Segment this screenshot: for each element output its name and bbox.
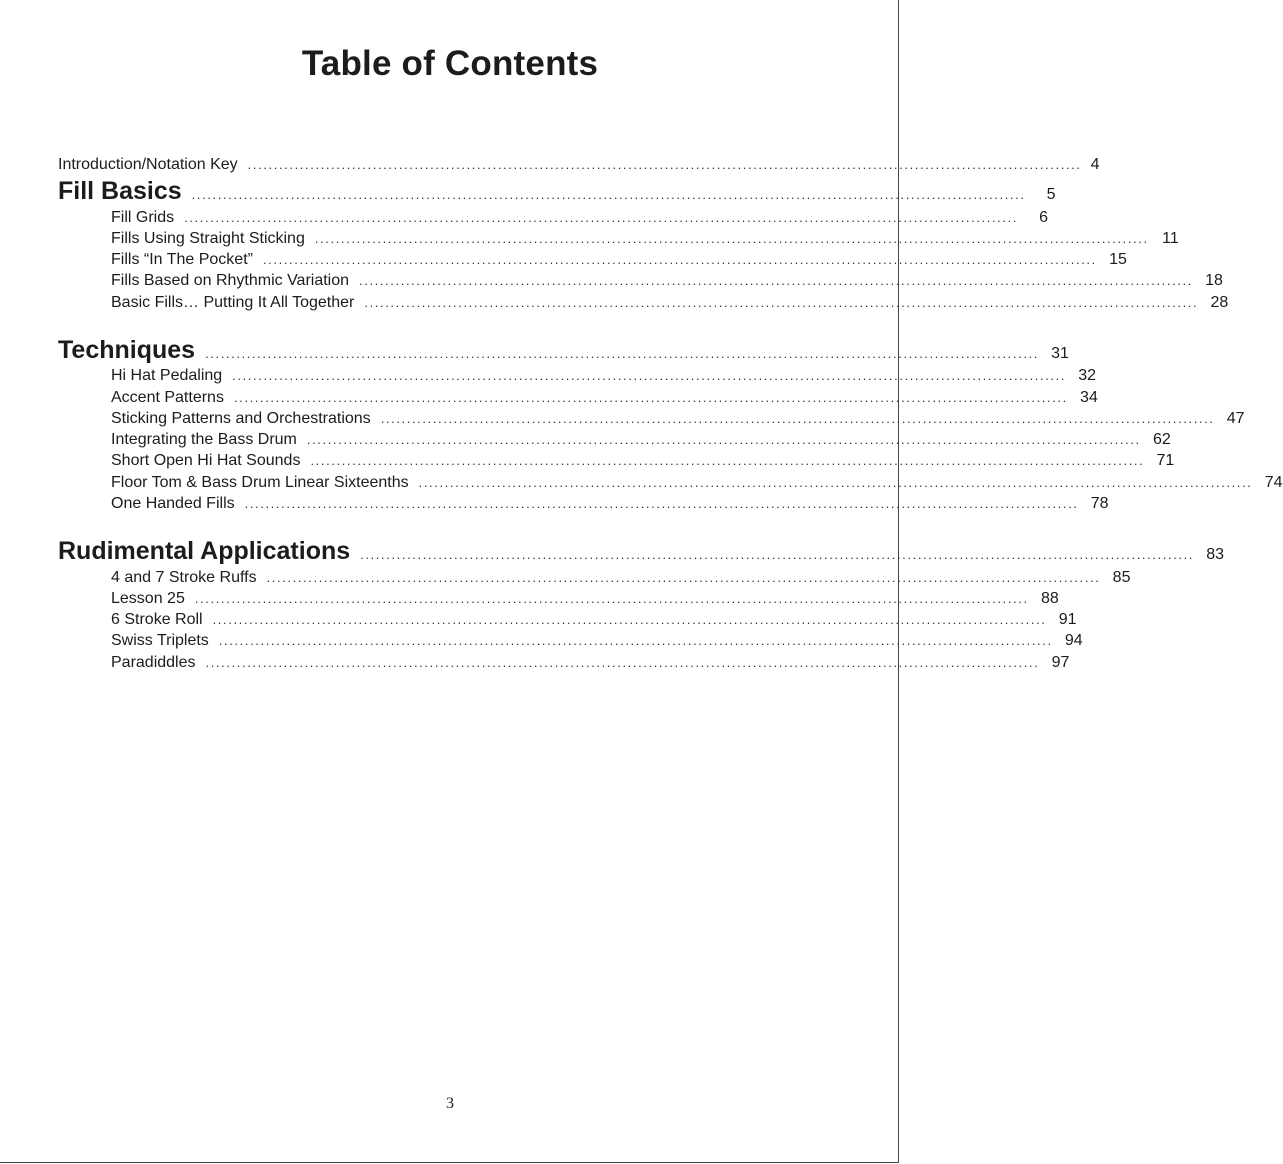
dot-leader: ................................................................................................................................................................ bbox=[233, 390, 1068, 405]
toc-entry[interactable] bbox=[111, 230, 1179, 248]
page-number: 3 bbox=[446, 1095, 454, 1112]
dot-leader: ................................................................................................................................................................ bbox=[212, 612, 1047, 627]
toc-entry-label: Sticking Patterns and Orchestrations bbox=[111, 410, 371, 427]
toc-entry-page: 71 bbox=[1156, 452, 1175, 469]
toc-entry-label: Accent Patterns bbox=[111, 389, 224, 406]
toc-entry-label: Fills Using Straight Sticking bbox=[111, 230, 305, 247]
toc-entry-label: Fills Based on Rhythmic Variation bbox=[111, 272, 350, 289]
dot-leader: ................................................................................................................................................................ bbox=[364, 295, 1199, 310]
toc-entry-page: 18 bbox=[1205, 272, 1223, 289]
toc-section-label: Fill Basics bbox=[58, 177, 182, 205]
dot-leader: ................................................................................................................................................................ bbox=[266, 570, 1101, 585]
toc-entry-page: 85 bbox=[1112, 569, 1131, 586]
toc-entry[interactable] bbox=[111, 294, 1229, 312]
toc-entry-page: 34 bbox=[1080, 389, 1098, 406]
dot-leader: ................................................................................................................................................................ bbox=[184, 210, 1018, 225]
toc-entry-label: 6 Stroke Roll bbox=[111, 611, 203, 628]
toc-entry[interactable] bbox=[111, 410, 1245, 428]
toc-entry-page: 28 bbox=[1210, 294, 1229, 311]
toc-entry-label: One Handed Fills bbox=[111, 495, 235, 512]
toc-entry-label: Floor Tom & Bass Drum Linear Sixteenths bbox=[111, 474, 409, 491]
toc-entry-label: Integrating the Bass Drum bbox=[111, 431, 297, 448]
toc-entry[interactable] bbox=[111, 251, 1127, 269]
toc-entry-label: Introduction/Notation Key bbox=[58, 156, 238, 173]
toc-section-label: Techniques bbox=[58, 336, 196, 364]
dot-leader: ................................................................................................................................................................ bbox=[314, 231, 1149, 246]
toc-entry-label: Lesson 25 bbox=[111, 590, 185, 607]
toc-entry[interactable] bbox=[111, 209, 1048, 227]
toc-entry[interactable] bbox=[111, 431, 1171, 449]
dot-leader: ................................................................................................................................................................ bbox=[360, 547, 1195, 562]
toc-entry[interactable] bbox=[111, 632, 1083, 650]
toc-entry-label: Hi Hat Pedaling bbox=[111, 367, 223, 384]
toc-section-label: Rudimental Applications bbox=[58, 537, 351, 565]
dot-leader: ................................................................................................................................................................ bbox=[244, 496, 1079, 511]
toc-entry[interactable] bbox=[111, 272, 1223, 290]
dot-leader: ................................................................................................................................................................ bbox=[191, 187, 1026, 202]
dot-leader: ................................................................................................................................................................ bbox=[310, 453, 1145, 468]
toc-entry-page: 32 bbox=[1078, 367, 1097, 384]
toc-section-page: 83 bbox=[1206, 546, 1225, 563]
toc-section-rudimental-applications[interactable] bbox=[58, 537, 1225, 566]
toc-entry-intro[interactable] bbox=[58, 156, 1100, 174]
page-title: Table of Contents bbox=[301, 44, 599, 83]
toc-entry-label: Fills “In The Pocket” bbox=[111, 251, 253, 268]
toc-entry-label: Swiss Triplets bbox=[111, 632, 209, 649]
toc-entry-page: 78 bbox=[1090, 495, 1109, 512]
toc-entry[interactable] bbox=[111, 367, 1097, 385]
toc-entry[interactable] bbox=[111, 654, 1070, 672]
toc-entry-label: 4 and 7 Stroke Ruffs bbox=[111, 569, 257, 586]
dot-leader: ................................................................................................................................................................ bbox=[418, 475, 1253, 490]
toc-entry-label: Paradiddles bbox=[111, 654, 196, 671]
toc-section-fill-basics[interactable] bbox=[58, 177, 1056, 206]
toc-section-page: 31 bbox=[1051, 345, 1069, 362]
toc-entry[interactable] bbox=[111, 452, 1175, 470]
toc-entry[interactable] bbox=[111, 611, 1077, 629]
dot-leader: ................................................................................................................................................................ bbox=[205, 346, 1039, 361]
toc-section-page: 5 bbox=[1046, 186, 1056, 203]
dot-leader: ................................................................................................................................................................ bbox=[380, 411, 1215, 426]
toc-entry-page: 15 bbox=[1109, 251, 1127, 268]
toc-entry-page: 91 bbox=[1058, 611, 1077, 628]
dot-leader: ................................................................................................................................................................ bbox=[262, 252, 1097, 267]
dot-leader: ................................................................................................................................................................ bbox=[205, 655, 1040, 670]
toc-entry-label: Fill Grids bbox=[111, 209, 175, 226]
toc-entry[interactable] bbox=[111, 590, 1059, 608]
dot-leader: ................................................................................................................................................................ bbox=[247, 157, 1082, 172]
toc-section-techniques[interactable] bbox=[58, 336, 1069, 365]
toc-entry-page: 74 bbox=[1264, 474, 1283, 491]
toc-entry-label: Basic Fills… Putting It All Together bbox=[111, 294, 355, 311]
toc-entry[interactable] bbox=[111, 495, 1109, 513]
toc-entry-page: 11 bbox=[1162, 230, 1179, 247]
toc-entry-page: 6 bbox=[1039, 209, 1048, 226]
toc-entry-page: 4 bbox=[1090, 156, 1100, 173]
dot-leader: ................................................................................................................................................................ bbox=[194, 591, 1029, 606]
toc-entry[interactable] bbox=[111, 569, 1131, 587]
toc-entry-page: 62 bbox=[1152, 431, 1171, 448]
toc-entry-page: 47 bbox=[1226, 410, 1245, 427]
dot-leader: ................................................................................................................................................................ bbox=[359, 273, 1193, 288]
dot-leader: ................................................................................................................................................................ bbox=[232, 368, 1067, 383]
toc-entry-page: 88 bbox=[1040, 590, 1059, 607]
toc-entry-page: 94 bbox=[1064, 632, 1083, 649]
toc-entry[interactable] bbox=[111, 389, 1098, 407]
toc-entry-page: 97 bbox=[1051, 654, 1070, 671]
toc-entry-label: Short Open Hi Hat Sounds bbox=[111, 452, 301, 469]
toc-entry[interactable] bbox=[111, 474, 1283, 492]
dot-leader: ................................................................................................................................................................ bbox=[306, 432, 1141, 447]
dot-leader: ................................................................................................................................................................ bbox=[218, 633, 1053, 648]
